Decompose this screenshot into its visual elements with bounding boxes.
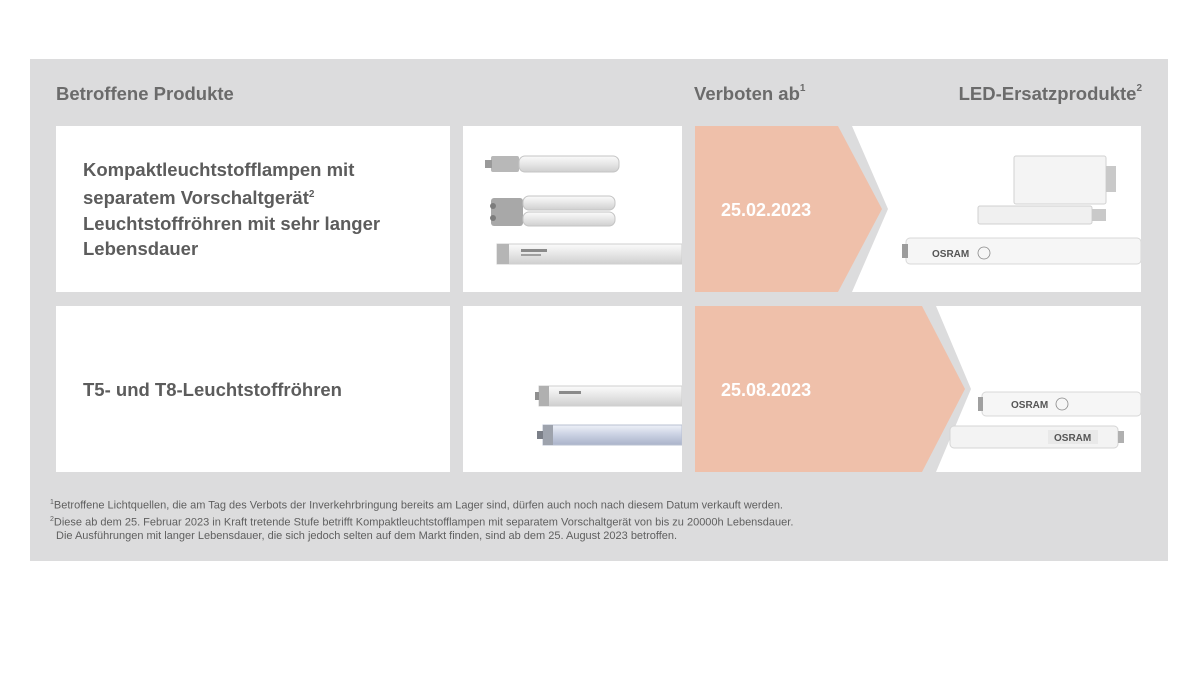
compact-fluorescent-lamps-illustration (463, 126, 682, 292)
row1-led-image (852, 126, 1141, 292)
footnote-1: $^1$Betroffene Lichtquellen, die am Tag des Verbots der Inverkehrbringung bereits am Lager sind, dürfen auch noch nach diesem Datum verkauft werden. (50, 499, 783, 512)
header-led-replacements: LED-Ersatzprodukte$^2$ (958, 82, 1142, 104)
fluorescent-tubes-illustration (463, 306, 682, 472)
row2-product-text-cell (56, 306, 450, 472)
row1-ban-date: 25.02.2023 (721, 200, 812, 220)
header-affected-products: Betroffene Produkte (56, 83, 234, 104)
row1-product-text: Kompaktleuchtstofflampen mit separatem Vorschaltgerät$^2$ Leuchtstoffröhren mit sehr langer Lebensdauer (83, 159, 381, 259)
osram-logo: OSRAM (1054, 433, 1092, 444)
row1-old-lamps-image (463, 126, 682, 292)
row2-ban-date: 25.08.2023 (721, 380, 812, 400)
row2-led-image (936, 306, 1141, 472)
row2-old-lamps-image (463, 306, 682, 472)
osram-logo: OSRAM (1011, 400, 1049, 411)
header-banned-from: Verboten $ab^1$ (694, 82, 806, 104)
row2-product-text: T5- und T8-Leuchtstoffröhren (83, 378, 342, 400)
footnote-2-continuation: Die Ausführungen mit langer Lebensdauer, die sich jedoch selten auf dem Markt finden, sind ab dem 25. August 2023 betroffen. (56, 530, 678, 543)
led-replacement-lamps-illustration (852, 126, 1141, 292)
led-tubes-illustration (936, 306, 1141, 472)
footnote-2: $^2$Diese ab dem 25. Februar 2023 in Kraft tretende Stufe betrifft Kompaktleuchtstofflampen mit separatem Vorschaltgerät von bis zu 20000h Lebensdauer. (50, 515, 794, 529)
footnotes (50, 496, 793, 543)
row1-product-text-cell (56, 126, 450, 292)
osram-logo: OSRAM (932, 249, 970, 260)
